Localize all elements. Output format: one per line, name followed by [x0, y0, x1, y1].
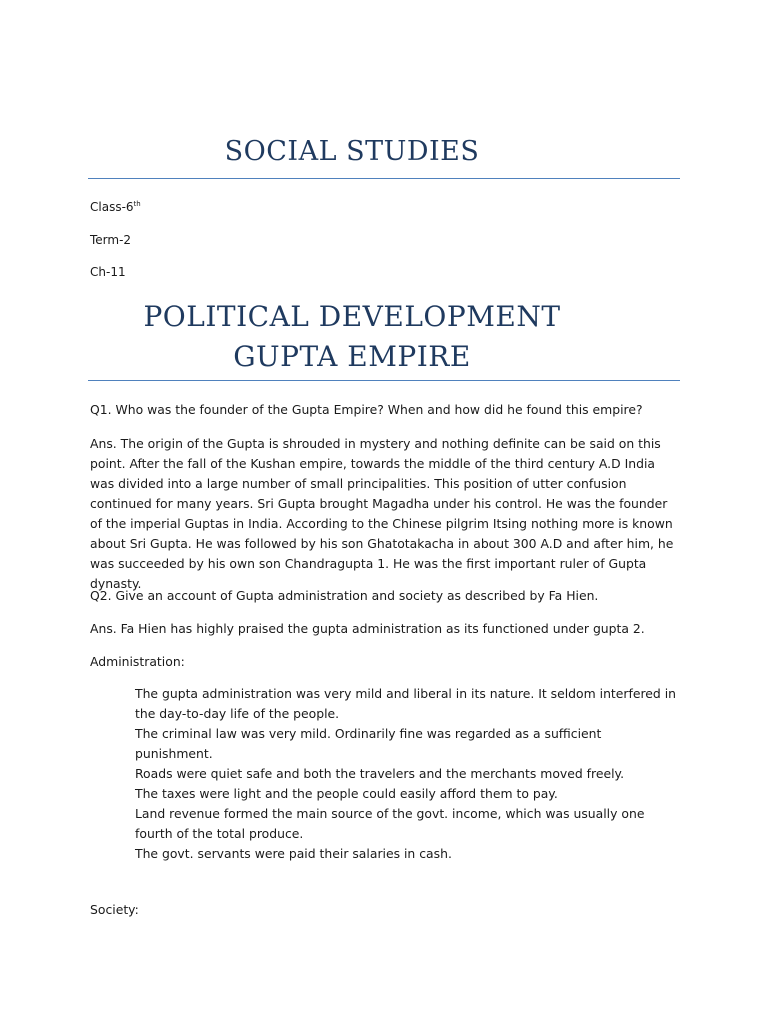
list-item: The criminal law was very mild. Ordinarily fine was regarded as a sufficient punishment. — [135, 726, 602, 761]
list-item: The taxes were light and the people could easily afford them to pay. — [135, 786, 558, 801]
question-1: Q1. Who was the founder of the Gupta Empire? When and how did he found this empire? — [90, 402, 643, 417]
class-line — [90, 199, 141, 215]
chapter-title-line1: POLITICAL DEVELOPMENT — [143, 300, 561, 333]
list-item: Land revenue formed the main source of the govt. income, which was usually one fourth of the total produce. — [135, 806, 645, 841]
title-divider — [88, 178, 680, 179]
chapter-title-divider — [88, 380, 680, 381]
term-line: Term-2 — [90, 233, 132, 247]
question-2: Q2. Give an account of Gupta administration and society as described by Fa Hien. — [90, 588, 599, 603]
class-superscript: th — [133, 200, 141, 208]
page-title: SOCIAL STUDIES — [224, 136, 480, 167]
class-label: Class-6 — [90, 200, 134, 214]
list-item: The govt. servants were paid their salaries in cash. — [135, 846, 452, 861]
answer-1: Ans. The origin of the Gupta is shrouded in mystery and nothing definite can be said on this point. After the fall of the Kushan empire, towards the middle of the third century A.D India was divided into a large number of small principalities. This position of utter confusion continued for many years. Sri Gupta brought Magadha under his control. He was the founder of the imperial Guptas in India. According to the Chinese pilgrim Itsing nothing more is known about Sri Gupta. He was followed by his son Ghatotakacha in about 300 A.D and after him, he was succeeded by his own son Chandragupta 1. He was the first important ruler of Gupta dynasty. — [90, 436, 674, 591]
answer-2: Ans. Fa Hien has highly praised the gupta administration as its functioned under gupta 2. — [90, 621, 645, 636]
list-item: The gupta administration was very mild and liberal in its nature. It seldom interfered in the day-to-day life of the people. — [135, 686, 677, 721]
society-heading: Society: — [90, 902, 139, 917]
list-item: Roads were quiet safe and both the travelers and the merchants moved freely. — [135, 766, 625, 781]
administration-heading: Administration: — [90, 654, 185, 669]
chapter-title-line2: GUPTA EMPIRE — [233, 340, 471, 373]
administration-list — [135, 684, 680, 864]
chapter-line: Ch-11 — [90, 265, 126, 279]
